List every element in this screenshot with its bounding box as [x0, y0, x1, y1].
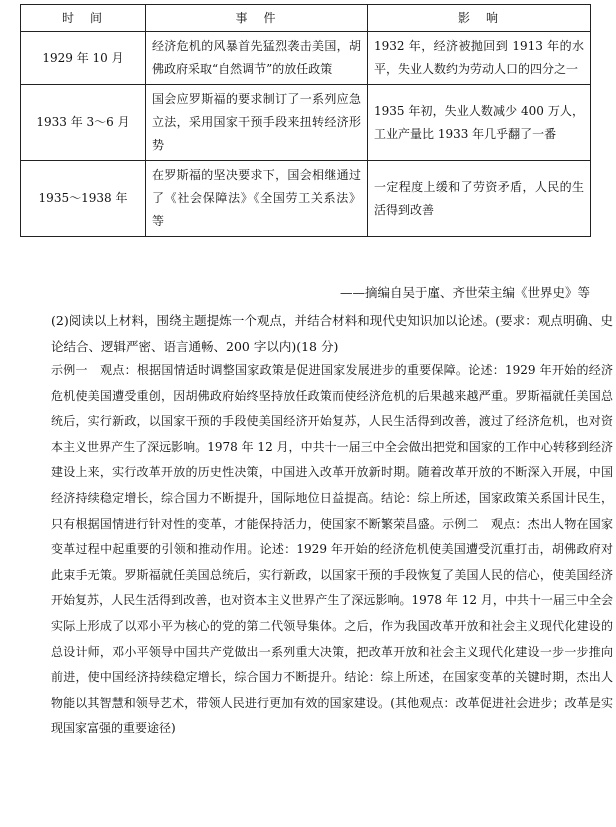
row-time: 1933 年 3～6 月 — [21, 85, 146, 161]
answer-text: 示例一 观点：根据国情适时调整国家政策是促进国家发展进步的重要保障。论述：1929 年开始的经济危机使美国遭受重创，因胡佛政府始终坚持放任政策而使经济危机的后果越来越严重。罗斯福就任美国总统后，实行新政，以国家干预的手段使美国经济开始复苏，人民生活得到改善，渡过了经济危机，也对资本主义世界产生了深远影响。1978 年 12 月，中共十一届三中全会做出把党和国家的工作中心转移到经济建设上来，实行改革开放的历史性决策，中国进入改革开放新时期。随着改革开放的不断深入开展，中国经济持续稳定增长，综合国力不断提升，国际地位日益提高。结论：综上所述，国家政策关系国计民生，只有根据国情进行针对性的变革，才能保持活力，使国家不断繁荣昌盛。示例二 观点：杰出人物在国家变革过程中起重要的引领和推动作用。论述：1929 年开始的经济危机使美国遭受沉重打击，胡佛政府对此束手无策。罗斯福就任美国总统后，实行新政，以国家干预的手段恢复了美国人民的信心，使美国经济开始复苏，人民生活得到改善，也对资本主义世界产生了深远影响。1978 年 12 月，中共十一届三中全会实际上形成了以邓小平为核心的党的第二代领导集体。之后，作为我国改革开放和社会主义现代化建设的总设计师，邓小平领导中国共产党做出一系列重大决策，把改革开放和社会主义现代化建设一步一步推向前进，使中国经济持续稳定增长，综合国力不断提升。结论：综上所述，在国家变革的关键时期，杰出人物能以其智慧和领导艺术，带领人民进行更加有效的国家建设。(其他观点：改革促进社会进步；改革是实现国家富强的重要途径) — [51, 363, 613, 736]
header-impact: 影 响 — [368, 5, 591, 32]
table-row — [21, 161, 591, 237]
row-event: 国会应罗斯福的要求制订了一系列应急立法，采用国家干预手段来扭转经济形势 — [146, 85, 368, 161]
row-event: 经济危机的风暴首先猛烈袭击美国，胡佛政府采取“自然调节”的放任政策 — [146, 32, 368, 85]
question-text: (2)阅读以上材料，围绕主题提炼一个观点，并结合材料和现代史知识加以论述。(要求：观点明确、史论结合、逻辑严密、语言通畅、200 字以内)(18 分) — [51, 313, 613, 354]
header-time: 时 间 — [21, 5, 146, 32]
history-events-table — [20, 4, 591, 237]
row-impact: 1932 年，经济被抛回到 1913 年的水平，失业人数约为劳动人口的四分之一 — [368, 32, 591, 85]
table-row — [21, 85, 591, 161]
row-impact: 一定程度上缓和了劳资矛盾，人民的生活得到改善 — [368, 161, 591, 237]
source-citation: ——摘编自吴于廑、齐世荣主编《世界史》等 — [339, 285, 590, 300]
table-row — [21, 32, 591, 85]
table-header-row — [21, 5, 591, 32]
row-impact: 1935 年初，失业人数减少 400 万人，工业产量比 1933 年几乎翻了一番 — [368, 85, 591, 161]
header-event: 事 件 — [146, 5, 368, 32]
row-time: 1929 年 10 月 — [21, 32, 146, 85]
row-event: 在罗斯福的坚决要求下，国会相继通过了《社会保障法》《全国劳工关系法》等 — [146, 161, 368, 237]
row-time: 1935～1938 年 — [21, 161, 146, 237]
